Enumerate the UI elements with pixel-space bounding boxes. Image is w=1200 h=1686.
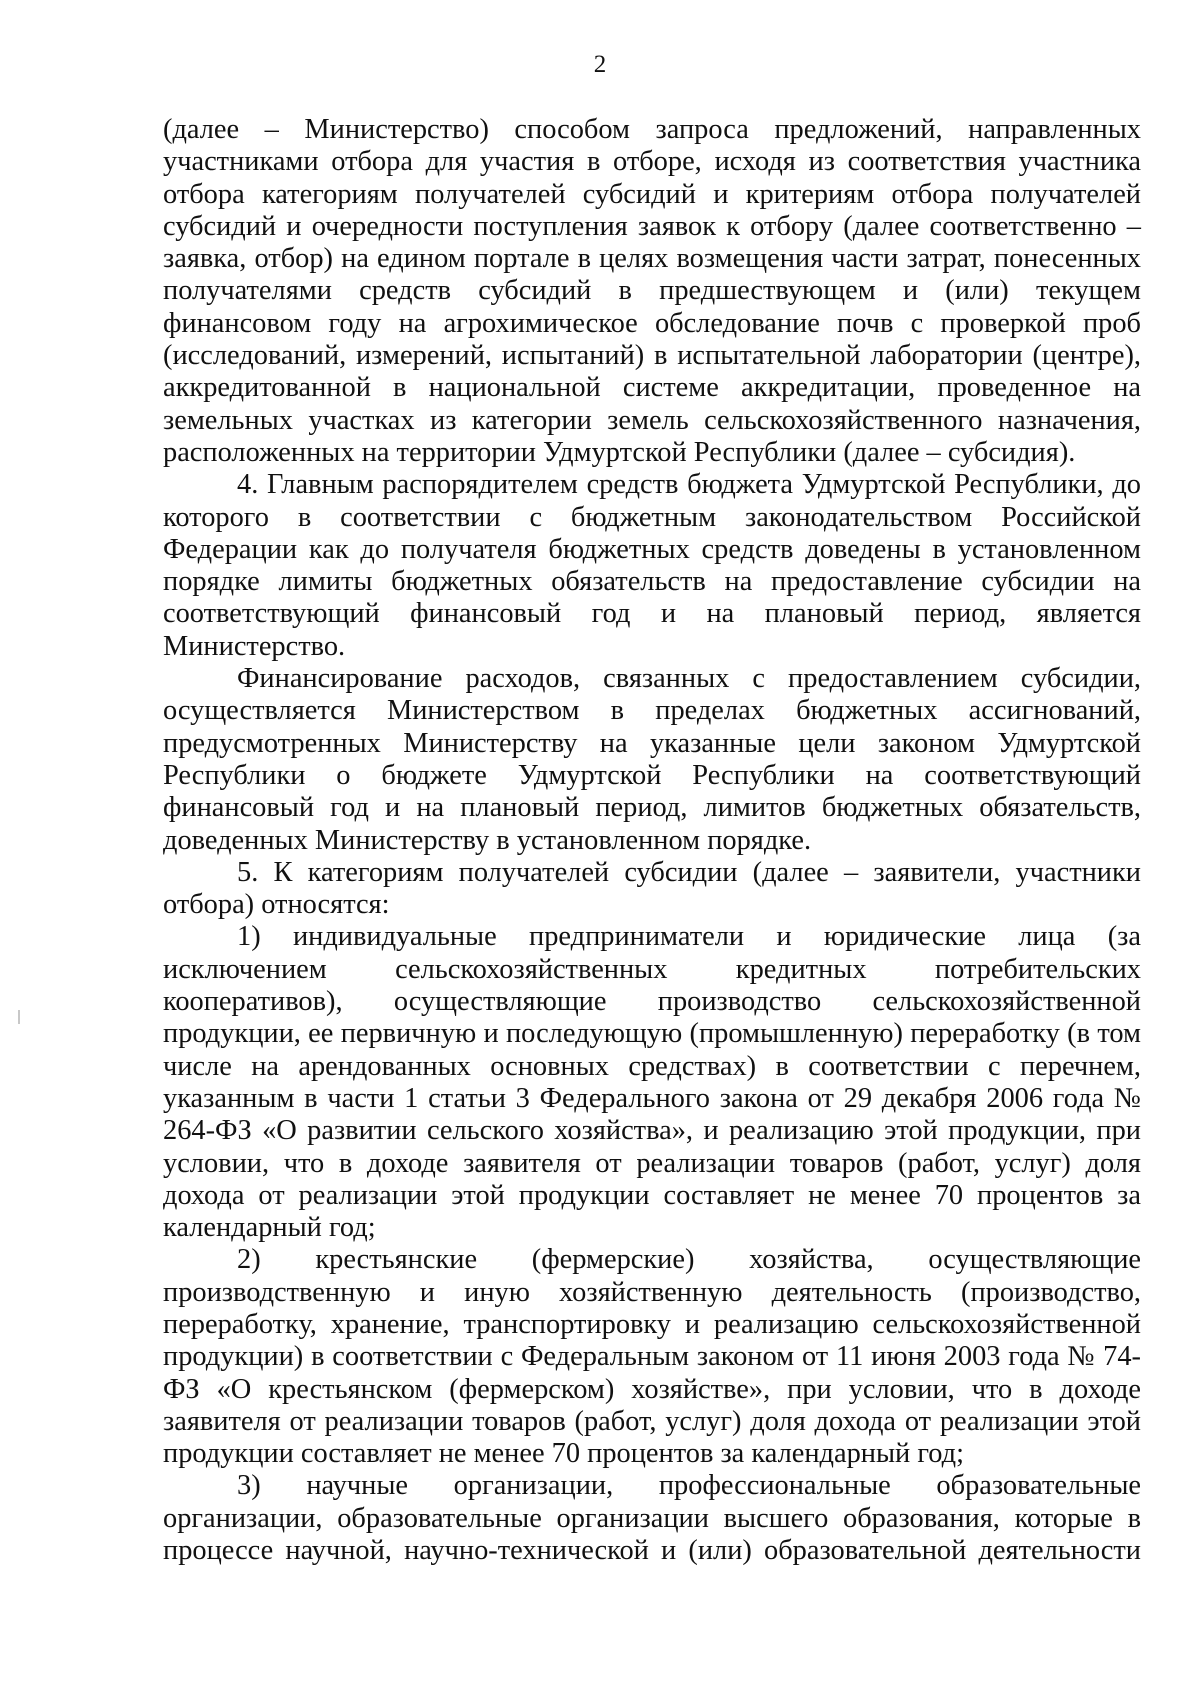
- scan-margin-mark: [18, 1010, 20, 1024]
- page-number: 2: [593, 51, 607, 78]
- document-body: [163, 114, 1141, 1567]
- paragraph-continuation: (далее – Министерство) способом запроса предложений, направленных участниками отбора для участия в отборе, исходя из соответствия участника отбора категориям получателей субсидий и критериям отбора получателей субсидий и очередности поступления заявок к отбору (далее соответственно – заявка, отбор) на едином портале в целях возмещения части затрат, понесенных получателями средств субсидий в предшествующем и (или) текущем финансовом году на агрохимическое обследование почв с проверкой проб (исследований, измерений, испытаний) в испытательной лаборатории (центре), аккредитованной в национальной системе аккредитации, проведенное на земельных участках из категории земель сельскохозяйственного назначения, расположенных на территории Удмуртской Республики (далее – субсидия).: [163, 114, 1141, 468]
- paragraph-subitem-1: 1) индивидуальные предприниматели и юридические лица (за исключением сельскохозяйственных кредитных потребительских кооперативов), осуществляющие производство сельскохозяйственной продукции, ее первичную и последующую (промышленную) переработку (в том числе на арендованных основных средствах) в соответствии с перечнем, указанным в части 1 статьи 3 Федерального закона от 29 декабря 2006 года № 264-ФЗ «О развитии сельского хозяйства», и реализацию этой продукции, при условии, что в доходе заявителя от реализации товаров (работ, услуг) доля дохода от реализации этой продукции составляет не менее 70 процентов за календарный год;: [163, 921, 1141, 1244]
- paragraph-subitem-2: 2) крестьянские (фермерские) хозяйства, осуществляющие производственную и иную хозяйственную деятельность (производство, переработку, хранение, транспортировку и реализацию сельскохозяйственной продукции) в соответствии с Федеральным законом от 11 июня 2003 года № 74-ФЗ «О крестьянском (фермерском) хозяйстве», при условии, что в доходе заявителя от реализации товаров (работ, услуг) доля дохода от реализации этой продукции составляет не менее 70 процентов за календарный год;: [163, 1244, 1141, 1470]
- paragraph-item-5: 5. К категориям получателей субсидии (далее – заявители, участники отбора) относятся:: [163, 856, 1141, 921]
- paragraph-item-4: 4. Главным распорядителем средств бюджета Удмуртской Республики, до которого в соответствии с бюджетным законодательством Российской Федерации как до получателя бюджетных средств доведены в установленном порядке лимиты бюджетных обязательств на предоставление субсидии на соответствующий финансовый год и на плановый период, является Министерство.: [163, 469, 1141, 662]
- paragraph-financing: Финансирование расходов, связанных с предоставлением субсидии, осуществляется Министерством в пределах бюджетных ассигнований, предусмотренных Министерству на указанные цели законом Удмуртской Республики о бюджете Удмуртской Республики на соответствующий финансовый год и на плановый период, лимитов бюджетных обязательств, доведенных Министерству в установленном порядке.: [163, 663, 1141, 856]
- paragraph-subitem-3: 3) научные организации, профессиональные образовательные организации, образовательные организации высшего образования, которые в процессе научной, научно-технической и (или) образовательной деятельности: [163, 1470, 1141, 1567]
